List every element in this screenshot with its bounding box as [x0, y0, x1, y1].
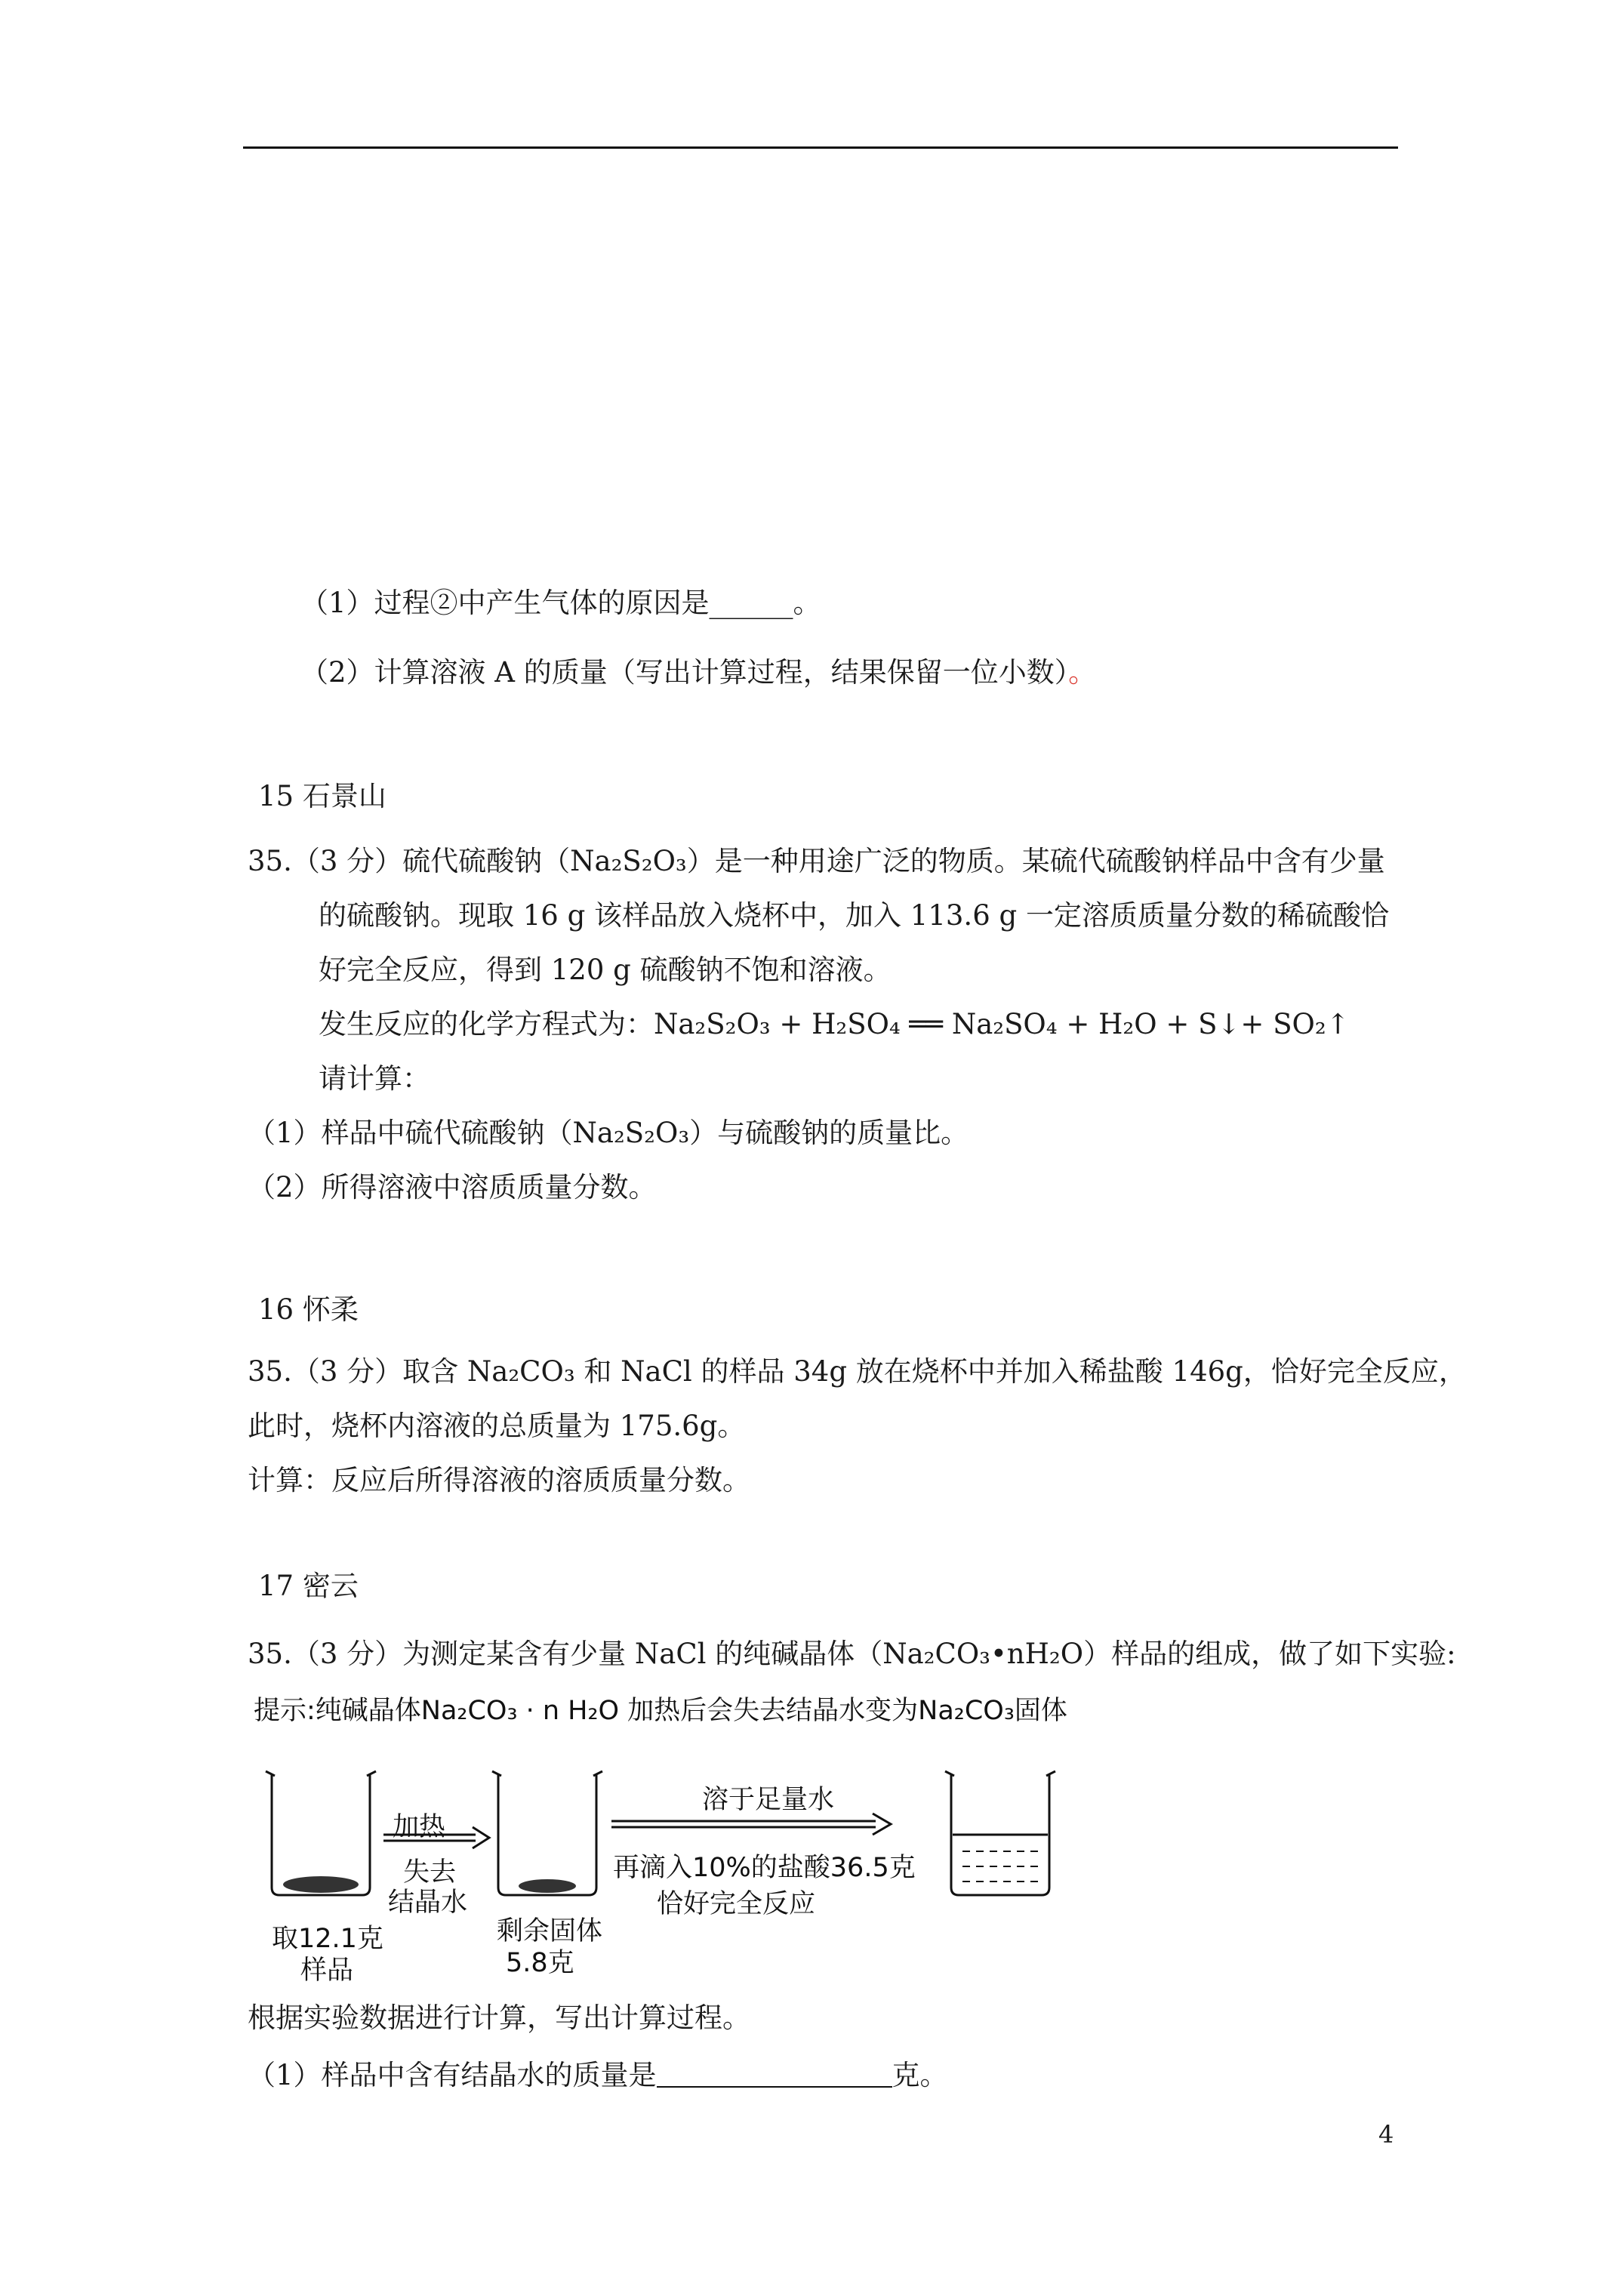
fig-remain-mass: 5.8克: [506, 1948, 574, 1978]
s17-line1: 35.（3 分）为测定某含有少量 NaCl 的纯碱晶体（Na₂CO₃•nH₂O）样品的组成，做了如下实验:: [248, 1638, 1456, 1670]
section-17-heading: 17 密云: [258, 1570, 359, 1602]
s17-hint: 提示:纯碱晶体Na₂CO₃ · n H₂O 加热后会失去结晶水变为Na₂CO₃固体: [254, 1696, 1067, 1726]
s16-line2: 此时，烧杯内溶液的总质量为 175.6g。: [248, 1410, 746, 1442]
q14-sub1: （1）过程②中产生气体的原因是______。: [300, 587, 821, 619]
s15-equation: 发生反应的化学方程式为：Na₂S₂O₃ + H₂SO₄ ══ Na₂SO₄ + H₂O + S↓+ SO₂↑: [319, 1008, 1350, 1040]
s17-sub1: （1）样品中含有结晶水的质量是 克。: [248, 2059, 948, 2091]
fig-remain: 剩余固体: [497, 1916, 603, 1946]
fig-drop: 再滴入10%的盐酸36.5克: [613, 1853, 916, 1883]
answer-blank[interactable]: [657, 2060, 892, 2088]
s17-calc: 根据实验数据进行计算，写出计算过程。: [248, 2002, 750, 2034]
s16-line1: 35.（3 分）取含 Na₂CO₃ 和 NaCl 的样品 34g 放在烧杯中并加入稀盐酸 146g，恰好完全反应，: [248, 1355, 1467, 1388]
fig-water: 结晶水: [388, 1888, 468, 1918]
beaker-1: [266, 1771, 376, 1895]
fig-dissolve: 溶于足量水: [702, 1785, 835, 1815]
s15-line2: 的硫酸钠。现取 16 g 该样品放入烧杯中，加入 113.6 g 一定溶质质量分数的稀硫酸恰: [319, 899, 1389, 932]
s15-sub2: （2）所得溶液中溶质质量分数。: [248, 1171, 657, 1203]
s15-line1: 35.（3 分）硫代硫酸钠（Na₂S₂O₃）是一种用途广泛的物质。某硫代硫酸钠样品中含有少量: [248, 845, 1385, 877]
fig-take: 取12.1克: [272, 1924, 383, 1954]
page-number: 4: [1378, 2120, 1394, 2149]
fig-sample: 样品: [300, 1955, 354, 1986]
fig-exact: 恰好完全反应: [657, 1889, 816, 1919]
section-15-heading: 15 石景山: [258, 780, 387, 812]
beaker-3: [945, 1771, 1055, 1895]
arrow-dissolve: [611, 1814, 891, 1835]
s15-line3: 好完全反应，得到 120 g 硫酸钠不饱和溶液。: [319, 954, 892, 986]
s15-please: 请计算：: [319, 1062, 430, 1095]
sample-solid: [283, 1876, 359, 1893]
remaining-solid: [519, 1879, 576, 1893]
fig-heat: 加热: [393, 1812, 446, 1842]
q14-sub2: （2）计算溶液 A 的质量（写出计算过程，结果保留一位小数）。: [300, 656, 1097, 689]
section-16-heading: 16 怀柔: [258, 1293, 359, 1326]
header-rule: [243, 146, 1398, 149]
fig-lose: 失去: [403, 1857, 457, 1888]
beaker-2: [492, 1771, 602, 1895]
s15-sub1: （1）样品中硫代硫酸钠（Na₂S₂O₃）与硫酸钠的质量比。: [248, 1117, 969, 1149]
s16-line3: 计算：反应后所得溶液的溶质质量分数。: [248, 1464, 750, 1496]
